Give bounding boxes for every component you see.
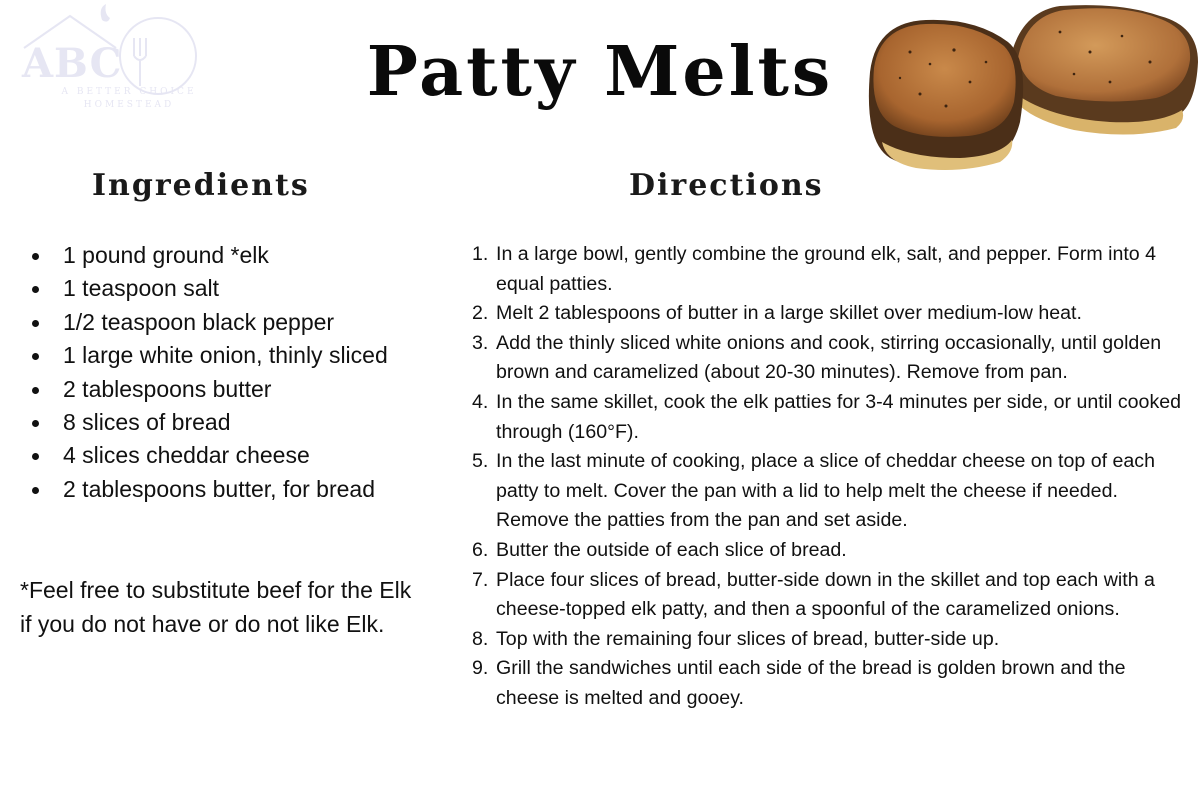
directions-list — [472, 240, 1192, 714]
step-number: 5. — [472, 450, 489, 473]
bullet-icon — [32, 286, 39, 293]
step-number: 7. — [472, 568, 489, 591]
note-line-2: if you do not have or do not like Elk. — [20, 611, 385, 637]
step-text: Melt 2 tablespoons of butter in a large skillet over medium-low heat. — [496, 302, 1082, 325]
direction-step — [472, 388, 1192, 447]
direction-step — [472, 240, 1192, 299]
page-title: Patty Melts — [366, 32, 834, 112]
step-text: In the same skillet, cook the elk patties for 3-4 minutes per side, or until cooked through (160°F). — [496, 390, 1182, 443]
direction-step — [472, 329, 1192, 388]
bullet-icon — [32, 453, 39, 460]
ingredient-item: 8 slices of bread — [32, 406, 388, 439]
step-number: 9. — [472, 657, 489, 680]
bullet-icon — [32, 320, 39, 327]
bullet-icon — [32, 420, 39, 427]
step-text: Place four slices of bread, butter-side down in the skillet and top each with a cheese-topped elk patty, and then a spoonful of the caramelized onions. — [496, 568, 1155, 621]
directions-heading: Directions — [629, 168, 824, 203]
step-text: Add the thinly sliced white onions and cook, stirring occasionally, until golden brown and caramelized (about 20-30 minutes). Remove from pan. — [496, 331, 1162, 384]
step-text: Top with the remaining four slices of bread, butter-side up. — [496, 627, 1000, 650]
patty-melt-photo — [860, 2, 1200, 172]
direction-step — [472, 625, 1192, 655]
direction-step — [472, 654, 1192, 713]
ingredients-list — [32, 239, 388, 506]
step-number: 1. — [472, 243, 489, 265]
ingredient-item: 1 large white onion, thinly sliced — [32, 339, 388, 372]
note-line-1: *Feel free to substitute beef for the Elk — [20, 577, 412, 603]
logo-letters: ABC — [22, 40, 123, 87]
ingredient-item: 1 teaspoon salt — [32, 272, 388, 305]
bullet-icon — [32, 253, 39, 260]
ingredient-item: 2 tablespoons butter, for bread — [32, 473, 388, 506]
logo-tagline-line2: HOMESTEAD — [83, 100, 175, 110]
step-number: 4. — [472, 390, 489, 413]
bullet-icon — [32, 487, 39, 494]
step-number: 3. — [472, 331, 489, 354]
logo-tagline-line1: A BETTER CHOICE — [61, 87, 197, 97]
direction-step — [472, 566, 1192, 625]
bullet-icon — [32, 387, 39, 394]
direction-step — [472, 536, 1192, 566]
step-text: Grill the sandwiches until each side of the bread is golden brown and the cheese is melted and gooey. — [496, 657, 1126, 709]
step-number: 8. — [472, 627, 489, 650]
ingredients-heading: Ingredients — [92, 168, 310, 203]
direction-step — [472, 299, 1192, 329]
ingredient-item: 2 tablespoons butter — [32, 373, 388, 406]
direction-step — [472, 447, 1192, 536]
step-text: In a large bowl, gently combine the ground elk, salt, and pepper. Form into 4 equal patties. — [496, 243, 1157, 295]
bullet-icon — [32, 353, 39, 360]
step-text: In the last minute of cooking, place a slice of cheddar cheese on top of each patty to melt. Cover the pan with a lid to help melt the cheese if needed. Remove the patties from the pan and set aside. — [496, 450, 1155, 532]
ingredient-item: 4 slices cheddar cheese — [32, 439, 388, 472]
step-text: Butter the outside of each slice of bread. — [496, 538, 847, 561]
step-number: 6. — [472, 538, 489, 561]
step-number: 2. — [472, 302, 489, 325]
ingredient-item: 1 pound ground *elk — [32, 239, 388, 272]
substitution-note — [20, 573, 460, 641]
ingredient-item: 1/2 teaspoon black pepper — [32, 306, 388, 339]
